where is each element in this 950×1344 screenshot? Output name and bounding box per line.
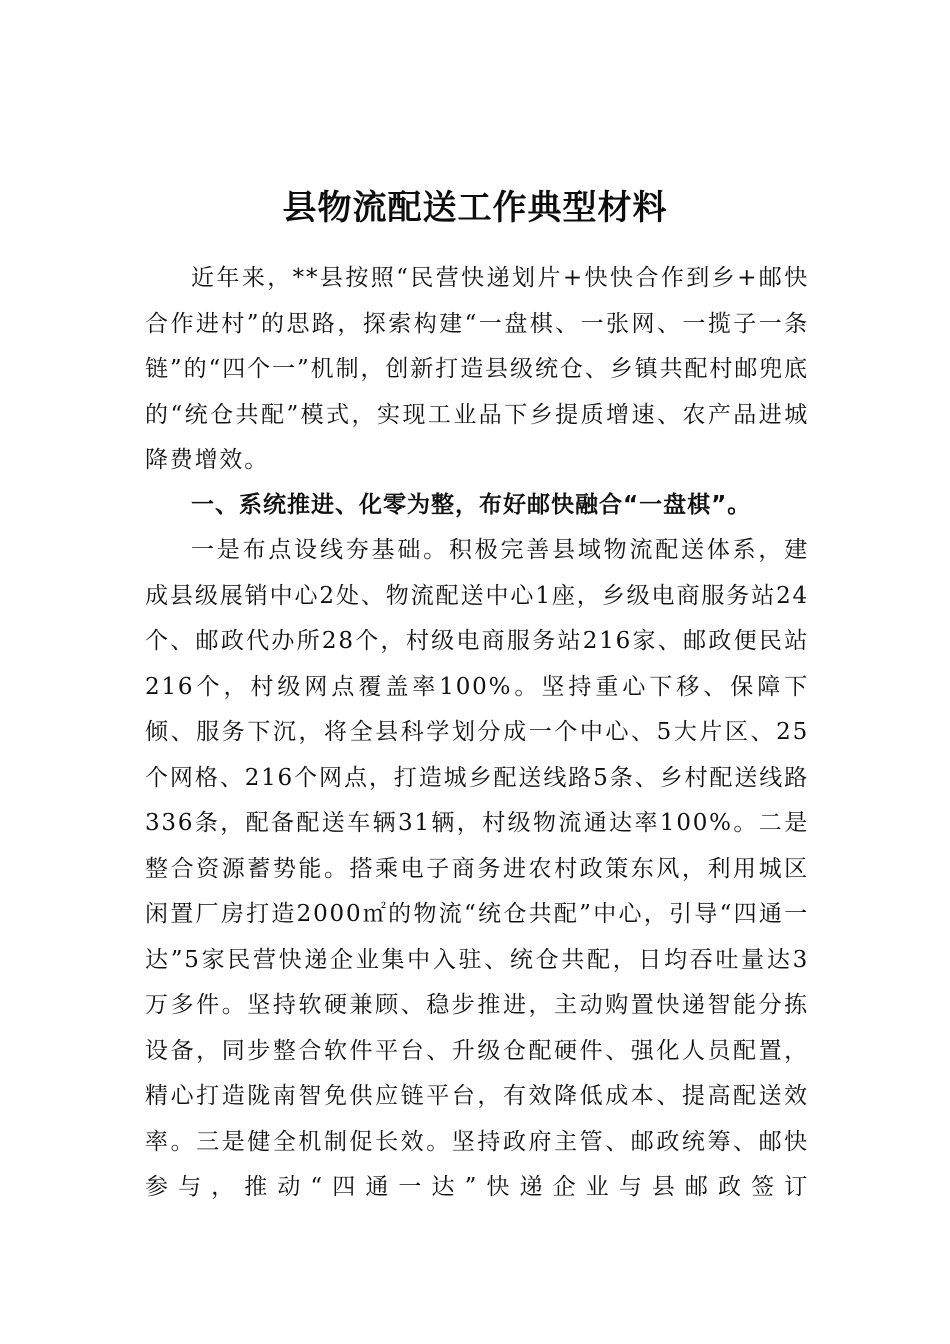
section-body-paragraph: 一是布点设线夯基础。积极完善县域物流配送体系，建成县级展销中心2处、物流配送中心1座，乡级电商服务站24个、邮政代办所28个，村级电商服务站216家、邮政便民站216个，村级网点覆盖率100%。坚持重心下移、保障下倾、服务下沉，将全县科学划分成一个中心、5大片区、25个网格、216个网点，打造城乡配送线路5条、乡村配送线路336条，配备配送车辆31辆，村级物流通达率100%。二是整合资源蓄势能。搭乘电子商务进农村政策东风，利用城区闲置厂房打造2000㎡的物流“统仓共配”中心，引导“四通一达”5家民营快递企业集中入驻、统仓共配，日均吞吐量达3万多件。坚持软硬兼顾、稳步推进，主动购置快递智能分拣设备，同步整合软件平台、升级仓配硬件、强化人员配置，精心打造陇南智免供应链平台，有效降低成本、提高配送效率。三是健全机制促长效。坚持政府主管、邮政统筹、邮快参与，推动“四通一达”快递企业与县邮政签订 (145, 537, 809, 1200)
document-title: 县物流配送工作典型材料 (282, 187, 668, 228)
intro-paragraph: 近年来，**县按照“民营快递划片+快快合作到乡+邮快合作进村”的思路，探索构建“一盘棋、一张网、一揽子一条链”的“四个一”机制，创新打造县级统仓、乡镇共配村邮兜底的“统仓共配”模式，实现工业品下乡提质增速、农产品进城降费增效。 (145, 265, 809, 473)
section-heading: 一、系统推进、化零为整，布好邮快融合“一盘棋”。 (191, 492, 752, 518)
